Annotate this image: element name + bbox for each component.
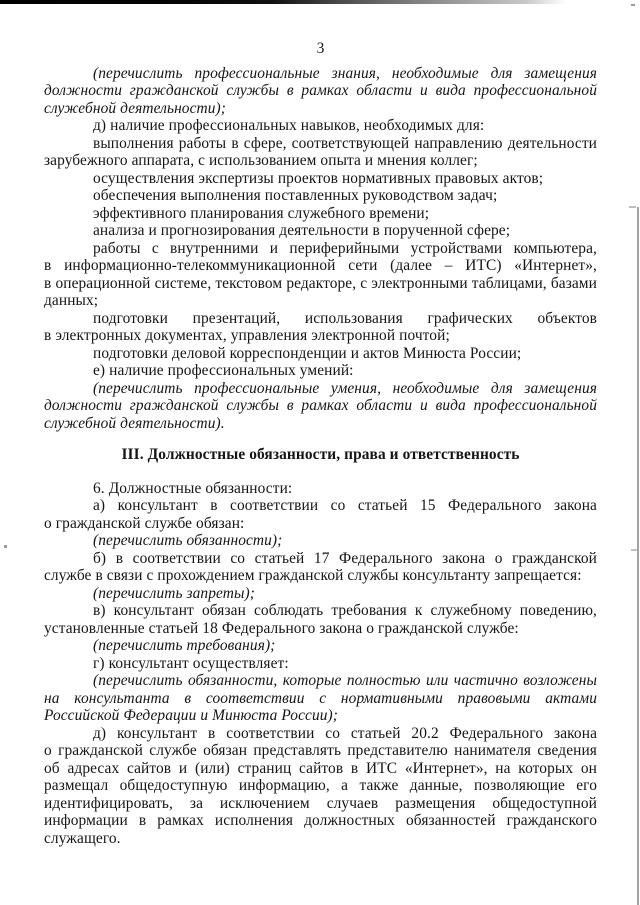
scan-artifact-right-edge-line <box>637 207 639 905</box>
document-paragraph: б) в соответствии со статьей 17 Федерального закона о гражданской службе в связи с прохождением гражданской службы консультанту запрещается: <box>44 549 597 584</box>
scan-artifact-left-speck <box>4 545 7 548</box>
placeholder-note-assigned-duties: (перечислить обязанности, которые полностью или частично возложены на консультанта в соответствии с нормативными правовыми актами Российской Федерации и Минюста России); <box>44 672 597 724</box>
document-paragraph: анализа и прогнозирования деятельности в порученной сфере; <box>93 222 511 239</box>
document-paragraph: работы с внутренними и периферийными устройствами компьютера, в информационно-телекоммуникационной сети (далее – ИТС) «Интернет», в операционной системе, текстовом редакторе, с электронными таблицами, базами данных; <box>44 239 597 309</box>
section-heading: III. Должностные обязанности, права и ответственность <box>121 446 520 463</box>
document-paragraph: обеспечения выполнения поставленных руководством задач; <box>93 187 498 204</box>
document-text-area <box>44 40 597 847</box>
scan-artifact-top-dot <box>631 4 635 6</box>
scan-artifact-top-edge <box>0 0 566 4</box>
placeholder-note-requirements: (перечислить требования); <box>93 637 276 654</box>
document-paragraph: 6. Должностные обязанности: <box>93 479 293 497</box>
document-paragraph: подготовки деловой корреспонденции и актов Минюста России; <box>93 344 522 362</box>
document-paragraph: осуществления экспертизы проектов нормативных правовых актов; <box>93 169 544 187</box>
placeholder-note-duties: (перечислить обязанности); <box>93 532 283 549</box>
document-paragraph: в) консультант обязан соблюдать требования к служебному поведению, установленные статьей 18 Федерального закона о гражданской службе: <box>44 602 597 637</box>
placeholder-note-skills: (перечислить профессиональные умения, необходимые для замещения должности гражданской службы в рамках области и вида профессиональной служебной деятельности). <box>44 379 597 432</box>
scan-artifact-right-tick <box>631 549 637 551</box>
scan-artifact-right-tick <box>629 206 636 208</box>
document-paragraph: е) наличие профессиональных умений: <box>93 362 354 379</box>
document-paragraph: г) консультант осуществляет: <box>93 654 289 672</box>
placeholder-note-knowledge: (перечислить профессиональные знания, необходимые для замещения должности гражданской службы в рамках области и вида профессиональной служебной деятельности); <box>44 64 597 117</box>
document-paragraph: д) наличие профессиональных навыков, необходимых для: <box>93 117 485 134</box>
page-number: 3 <box>316 40 325 57</box>
document-paragraph: эффективного планирования служебного времени; <box>93 204 430 222</box>
document-paragraph: подготовки презентаций, использования графических объектов в электронных документах, управления электронной почтой; <box>44 309 597 344</box>
document-paragraph: а) консультант в соответствии со статьей 15 Федерального закона о гражданской службе обязан: <box>44 497 597 532</box>
document-paragraph: выполнения работы в сфере, соответствующей направлению деятельности зарубежного аппарата, с использованием опыта и мнения коллег; <box>44 134 597 169</box>
placeholder-note-prohibitions: (перечислить запреты); <box>93 584 255 602</box>
document-paragraph: д) консультант в соответствии со статьей 20.2 Федерального закона о гражданской службе обязан представлять представителю нанимателя сведения об адресах сайтов и (или) страниц сайтов в ИТС «Интернет», на которых он размещал общедоступную информацию, а также данные, позволяющие его идентифицировать, за исключением случаев размещения общедоступной информации в рамках исполнения должностных обязанностей гражданского служащего. <box>44 724 597 847</box>
